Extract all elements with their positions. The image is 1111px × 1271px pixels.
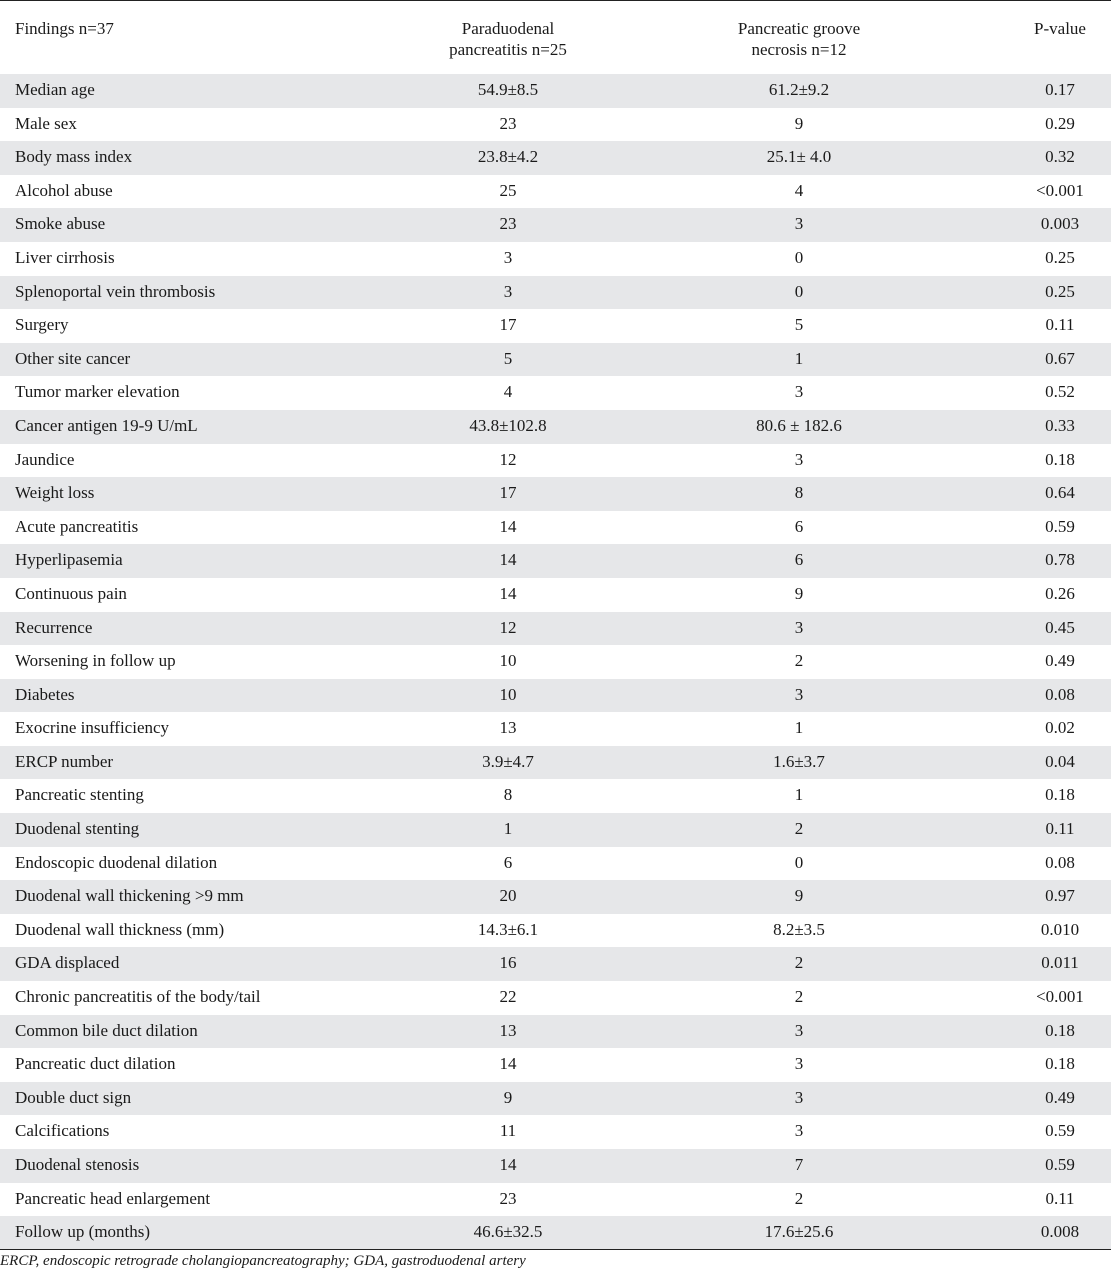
table-row: [0, 1216, 1111, 1250]
cell-groove-necrosis: 2: [794, 953, 804, 973]
table-row: [0, 1183, 1111, 1217]
table-row: [0, 276, 1111, 310]
cell-paraduodenal: 23: [499, 113, 517, 133]
cell-finding: Cancer antigen 19-9 U/mL: [15, 415, 198, 435]
cell-p-value: 0.64: [1045, 483, 1075, 503]
header-findings: Findings n=37: [15, 19, 114, 38]
cell-paraduodenal: 23: [499, 1188, 517, 1208]
cell-groove-necrosis: 3: [794, 1020, 804, 1040]
cell-paraduodenal: 4: [503, 382, 513, 402]
cell-p-value: 0.08: [1045, 852, 1075, 872]
cell-finding: Chronic pancreatitis of the body/tail: [15, 987, 261, 1007]
cell-paraduodenal: 3: [503, 247, 513, 267]
cell-finding: ERCP number: [15, 751, 114, 771]
cell-paraduodenal: 22: [499, 987, 517, 1007]
cell-finding: Diabetes: [15, 684, 75, 704]
header-groove-necrosis: Pancreatic groove necrosis n=12: [737, 19, 861, 59]
cell-p-value: 0.97: [1045, 886, 1075, 906]
cell-paraduodenal: 23.8±4.2: [477, 147, 539, 167]
cell-paraduodenal: 14: [499, 583, 517, 603]
cell-paraduodenal: 14: [499, 516, 517, 536]
cell-p-value: 0.18: [1045, 449, 1075, 469]
table-row: [0, 175, 1111, 209]
cell-paraduodenal: 13: [499, 718, 517, 738]
cell-p-value: 0.08: [1045, 684, 1075, 704]
cell-groove-necrosis: 3: [794, 1054, 804, 1074]
cell-p-value: 0.26: [1045, 583, 1075, 603]
cell-paraduodenal: 3: [503, 281, 513, 301]
table-row: [0, 645, 1111, 679]
table-row: [0, 1149, 1111, 1183]
cell-p-value: 0.18: [1045, 1054, 1075, 1074]
cell-p-value: 0.04: [1045, 751, 1075, 771]
cell-p-value: 0.45: [1045, 617, 1075, 637]
header-paraduodenal: Paraduodenal pancreatitis n=25: [449, 19, 567, 59]
cell-p-value: 0.59: [1045, 516, 1075, 536]
cell-p-value: 0.67: [1045, 348, 1075, 368]
cell-p-value: 0.011: [1041, 953, 1079, 973]
cell-groove-necrosis: 3: [794, 617, 804, 637]
table-row: [0, 612, 1111, 646]
table-body: [0, 74, 1111, 1250]
table-row: [0, 779, 1111, 813]
header-p-value: P-value: [1034, 19, 1086, 38]
table-row: [0, 376, 1111, 410]
cell-paraduodenal: 14: [499, 1054, 517, 1074]
cell-p-value: 0.49: [1045, 651, 1075, 671]
cell-finding: Follow up (months): [15, 1222, 151, 1242]
bottom-rule: [0, 1249, 1111, 1250]
cell-paraduodenal: 9: [503, 1087, 513, 1107]
cell-finding: Duodenal stenosis: [15, 1155, 140, 1174]
cell-p-value: 0.33: [1045, 415, 1075, 435]
cell-finding: Pancreatic duct dilation: [15, 1054, 176, 1074]
cell-groove-necrosis: 6: [794, 550, 804, 570]
cell-finding: Alcohol abuse: [15, 180, 113, 200]
cell-paraduodenal: 3.9±4.7: [482, 751, 534, 771]
cell-groove-necrosis: 4: [794, 180, 804, 200]
cell-groove-necrosis: 0: [794, 852, 804, 872]
cell-groove-necrosis: 8.2±3.5: [773, 919, 825, 939]
table-row: [0, 578, 1111, 612]
table-header: [0, 0, 1111, 75]
cell-paraduodenal: 16: [499, 953, 517, 973]
cell-p-value: 0.11: [1045, 1188, 1075, 1208]
cell-paraduodenal: 25: [499, 180, 517, 200]
table-row: [0, 410, 1111, 444]
cell-groove-necrosis: 3: [794, 1121, 804, 1141]
cell-p-value: 0.17: [1045, 80, 1075, 99]
cell-paraduodenal: 54.9±8.5: [477, 80, 539, 99]
cell-finding: Endoscopic duodenal dilation: [15, 852, 218, 872]
cell-groove-necrosis: 5: [794, 315, 804, 335]
cell-p-value: 0.25: [1045, 247, 1075, 267]
cell-groove-necrosis: 0: [794, 247, 804, 267]
cell-p-value: 0.18: [1045, 785, 1075, 805]
table-row: [0, 108, 1111, 142]
cell-p-value: 0.008: [1040, 1222, 1080, 1242]
table-row: [0, 914, 1111, 948]
cell-p-value: 0.18: [1045, 1020, 1075, 1040]
cell-finding: Tumor marker elevation: [15, 382, 180, 402]
cell-p-value: 0.78: [1045, 550, 1075, 570]
cell-paraduodenal: 17: [499, 315, 517, 335]
cell-finding: Smoke abuse: [15, 214, 106, 234]
cell-p-value: 0.32: [1045, 147, 1075, 167]
cell-finding: Liver cirrhosis: [15, 247, 115, 267]
table-row: [0, 208, 1111, 242]
cell-finding: Calcifications: [15, 1121, 110, 1141]
cell-p-value: <0.001: [1036, 987, 1084, 1007]
cell-groove-necrosis: 9: [794, 113, 804, 133]
cell-paraduodenal: 8: [503, 785, 513, 805]
cell-paraduodenal: 14: [499, 1155, 517, 1174]
cell-paraduodenal: 17: [499, 483, 517, 503]
cell-groove-necrosis: 3: [794, 214, 804, 234]
cell-paraduodenal: 5: [503, 348, 513, 368]
cell-p-value: 0.49: [1045, 1087, 1075, 1107]
cell-p-value: 0.02: [1045, 718, 1075, 738]
table-row: [0, 1048, 1111, 1082]
cell-finding: Exocrine insufficiency: [15, 718, 170, 738]
table-footnote: ERCP, endoscopic retrograde cholangiopancreatography; GDA, gastroduodenal artery: [0, 1253, 526, 1269]
table-row: [0, 74, 1111, 108]
table-row: [0, 981, 1111, 1015]
table-row: [0, 141, 1111, 175]
cell-p-value: 0.59: [1045, 1155, 1075, 1174]
cell-groove-necrosis: 7: [794, 1155, 804, 1174]
cell-groove-necrosis: 25.1± 4.0: [766, 147, 832, 167]
table-row: [0, 544, 1111, 578]
cell-finding: Duodenal stenting: [15, 819, 140, 839]
cell-paraduodenal: 23: [499, 214, 517, 234]
cell-groove-necrosis: 61.2±9.2: [768, 80, 830, 99]
cell-finding: Other site cancer: [15, 348, 131, 368]
cell-groove-necrosis: 9: [794, 886, 804, 906]
cell-p-value: <0.001: [1036, 180, 1084, 200]
cell-finding: Pancreatic head enlargement: [15, 1188, 211, 1208]
cell-paraduodenal: 12: [499, 617, 517, 637]
cell-groove-necrosis: 3: [794, 1087, 804, 1107]
table-row: [0, 813, 1111, 847]
cell-groove-necrosis: 0: [794, 281, 804, 301]
cell-p-value: 0.59: [1045, 1121, 1075, 1141]
cell-paraduodenal: 46.6±32.5: [473, 1222, 543, 1242]
cell-finding: Common bile duct dilation: [15, 1020, 198, 1040]
cell-groove-necrosis: 1: [794, 785, 804, 805]
cell-groove-necrosis: 8: [794, 483, 804, 503]
cell-paraduodenal: 13: [499, 1020, 517, 1040]
cell-p-value: 0.11: [1045, 315, 1075, 335]
cell-paraduodenal: 43.8±102.8: [469, 415, 547, 435]
table-row: [0, 511, 1111, 545]
cell-finding: Pancreatic stenting: [15, 785, 144, 805]
table-row: [0, 477, 1111, 511]
cell-finding: Surgery: [15, 315, 69, 335]
cell-paraduodenal: 20: [499, 886, 517, 906]
cell-p-value: 0.010: [1040, 919, 1080, 939]
table-row: [0, 880, 1111, 914]
cell-finding: Duodenal wall thickening >9 mm: [15, 886, 244, 906]
table-row: [0, 1115, 1111, 1149]
cell-paraduodenal: 10: [499, 684, 517, 704]
cell-paraduodenal: 11: [499, 1121, 517, 1141]
cell-finding: Double duct sign: [15, 1087, 132, 1107]
cell-groove-necrosis: 3: [794, 684, 804, 704]
cell-p-value: 0.52: [1045, 382, 1075, 402]
cell-finding: Male sex: [15, 113, 77, 133]
table-row: [0, 746, 1111, 780]
cell-finding: Splenoportal vein thrombosis: [15, 281, 216, 301]
cell-finding: Continuous pain: [15, 583, 127, 603]
cell-finding: Worsening in follow up: [15, 651, 176, 671]
cell-paraduodenal: 14.3±6.1: [477, 919, 539, 939]
cell-groove-necrosis: 17.6±25.6: [764, 1222, 834, 1242]
cell-paraduodenal: 12: [499, 449, 517, 469]
table-row: [0, 679, 1111, 713]
cell-finding: Duodenal wall thickness (mm): [15, 919, 225, 939]
cell-finding: Weight loss: [15, 483, 95, 503]
table-row: [0, 1015, 1111, 1049]
cell-groove-necrosis: 9: [794, 583, 804, 603]
cell-p-value: 0.29: [1045, 113, 1075, 133]
cell-paraduodenal: 1: [503, 819, 513, 839]
cell-groove-necrosis: 80.6 ± 182.6: [756, 415, 842, 435]
cell-finding: Hyperlipasemia: [15, 550, 123, 570]
cell-p-value: 0.11: [1045, 819, 1075, 839]
cell-finding: GDA displaced: [15, 953, 120, 973]
cell-groove-necrosis: 1: [794, 348, 804, 368]
cell-groove-necrosis: 1.6±3.7: [773, 751, 825, 771]
table-row: [0, 947, 1111, 981]
cell-finding: Body mass index: [15, 147, 133, 167]
cell-paraduodenal: 6: [503, 852, 513, 872]
cell-groove-necrosis: 6: [794, 516, 804, 536]
cell-finding: Jaundice: [15, 449, 75, 469]
cell-groove-necrosis: 3: [794, 382, 804, 402]
cell-groove-necrosis: 1: [794, 718, 804, 738]
cell-paraduodenal: 10: [499, 651, 517, 671]
table-row: [0, 444, 1111, 478]
cell-p-value: 0.003: [1040, 214, 1080, 234]
cell-finding: Recurrence: [15, 617, 93, 637]
cell-groove-necrosis: 2: [794, 987, 804, 1007]
cell-p-value: 0.25: [1045, 281, 1075, 301]
cell-paraduodenal: 14: [499, 550, 517, 570]
table-row: [0, 242, 1111, 276]
table-row: [0, 1082, 1111, 1116]
table-row: [0, 343, 1111, 377]
cell-finding: Acute pancreatitis: [15, 516, 139, 536]
table-row: [0, 712, 1111, 746]
cell-groove-necrosis: 3: [794, 449, 804, 469]
cell-finding: Median age: [15, 80, 95, 99]
table-row: [0, 309, 1111, 343]
cell-groove-necrosis: 2: [794, 651, 804, 671]
cell-groove-necrosis: 2: [794, 1188, 804, 1208]
table-row: [0, 847, 1111, 881]
cell-groove-necrosis: 2: [794, 819, 804, 839]
